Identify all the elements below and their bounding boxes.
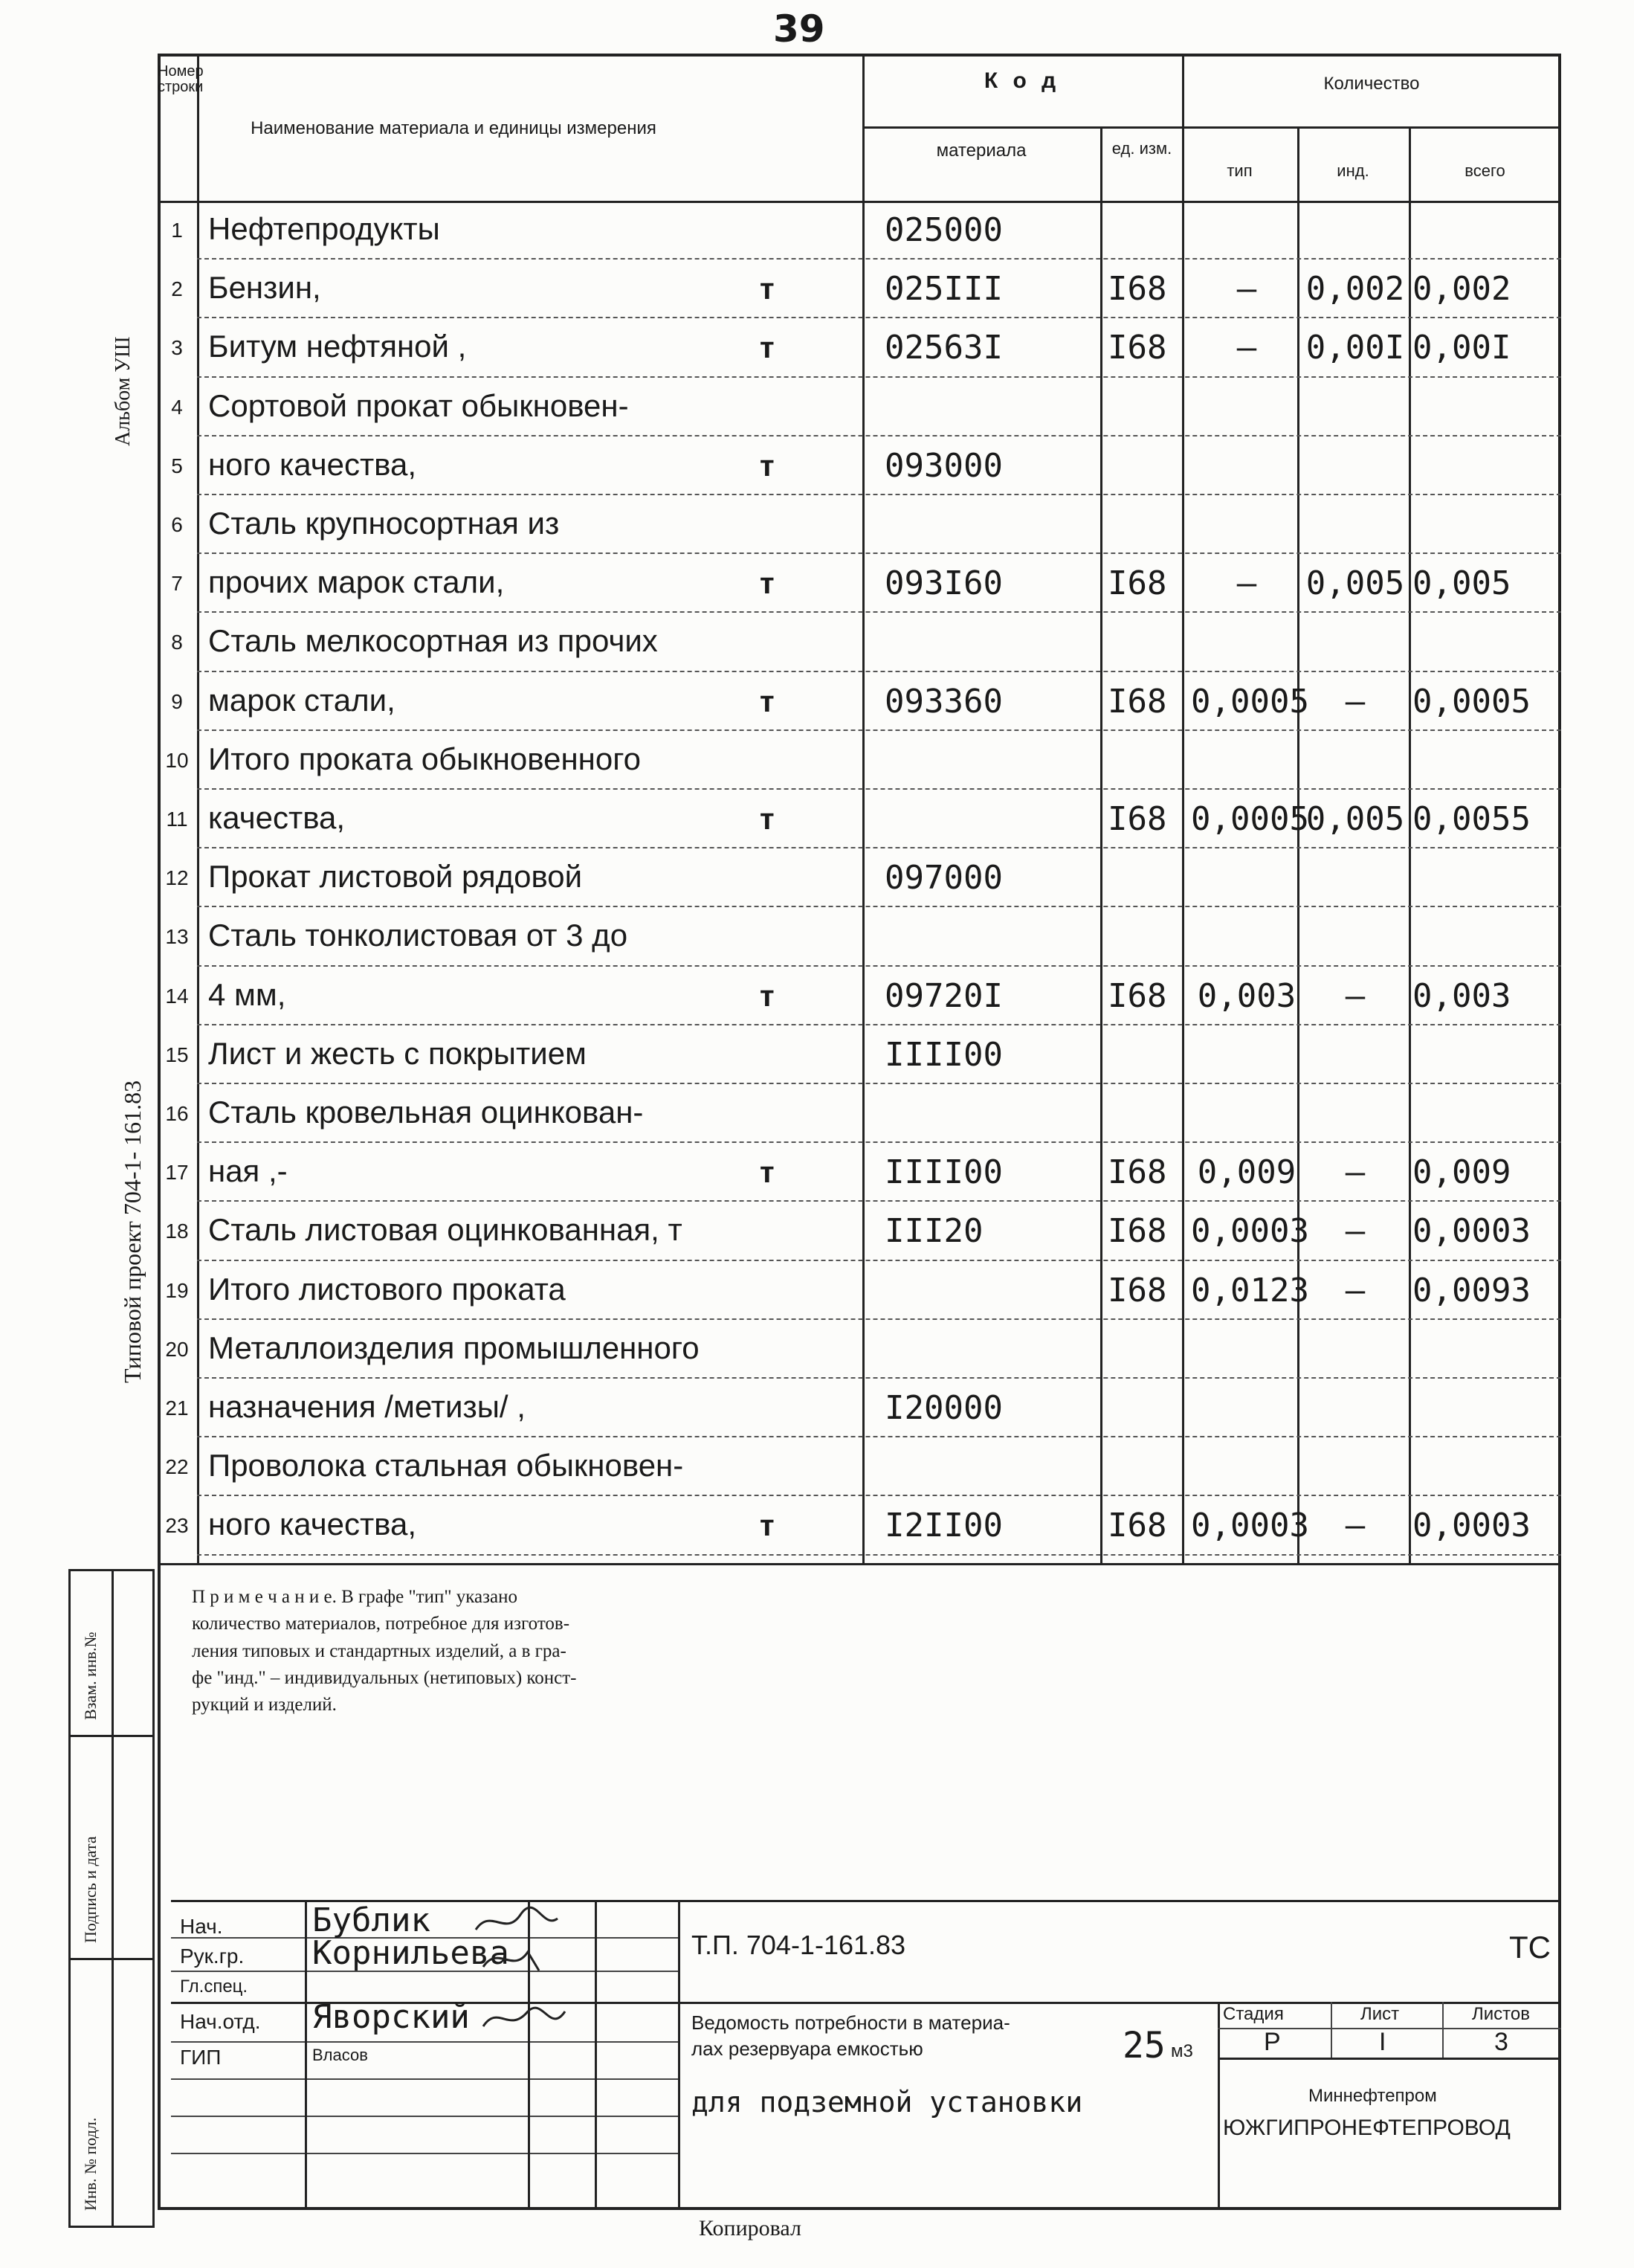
row-number: 14 bbox=[165, 984, 189, 1008]
table-row bbox=[158, 260, 1561, 318]
unit-code: I68 bbox=[1108, 270, 1167, 309]
row-number: 9 bbox=[171, 689, 183, 713]
title-block bbox=[171, 1900, 1561, 2210]
header-code: К о д bbox=[984, 68, 1061, 93]
qty-ind: 0,002 bbox=[1305, 270, 1405, 309]
material-name: Битум нефтяной , bbox=[208, 329, 467, 364]
unit-code: I68 bbox=[1108, 1153, 1167, 1192]
table-row bbox=[158, 318, 1561, 377]
material-code: 09720I bbox=[885, 976, 1003, 1015]
project-vertical-label: Типовой проект 704-1- 161.83 bbox=[119, 1080, 146, 1383]
doc-title-line: для подземной установки bbox=[691, 2086, 1083, 2119]
unit-code: I68 bbox=[1108, 800, 1167, 838]
qty-total: 0,003 bbox=[1412, 976, 1511, 1015]
material-code: 093I60 bbox=[885, 564, 1003, 603]
signer-name: Яворский bbox=[312, 1998, 470, 2036]
table-row bbox=[158, 495, 1561, 554]
qty-type: – bbox=[1236, 329, 1257, 367]
table-row bbox=[158, 1320, 1561, 1379]
row-number: 7 bbox=[171, 572, 183, 596]
unit-code: I68 bbox=[1108, 329, 1167, 367]
table-row bbox=[158, 201, 1561, 260]
note-line: П р и м е ч а н и е. В графе "тип" указано bbox=[192, 1587, 518, 1607]
table-row bbox=[158, 790, 1561, 848]
qty-type: – bbox=[1236, 564, 1257, 603]
qty-type: 0,0003 bbox=[1191, 1507, 1309, 1545]
capacity-unit: м3 bbox=[1171, 2041, 1193, 2061]
material-name: ная ,- bbox=[208, 1153, 288, 1189]
qty-ind: – bbox=[1345, 682, 1366, 721]
qty-type: 0,0003 bbox=[1191, 1212, 1309, 1251]
footer-copied: Копировал bbox=[699, 2216, 801, 2240]
material-name: Лист и жесть с покрытием bbox=[208, 1035, 587, 1071]
unit-code: I68 bbox=[1108, 564, 1167, 603]
capacity-value: 25 bbox=[1123, 2025, 1166, 2066]
table-row bbox=[158, 907, 1561, 966]
qty-ind: 0,00I bbox=[1305, 329, 1405, 367]
sign-date-label: Подпись и дата bbox=[81, 1836, 100, 1943]
qty-ind: 0,005 bbox=[1305, 800, 1405, 838]
qty-total: 0,00I bbox=[1412, 329, 1511, 367]
table-row bbox=[158, 378, 1561, 436]
row-number: 11 bbox=[166, 808, 188, 831]
role-label: Нач. bbox=[180, 1915, 223, 1938]
material-name: назначения /метизы/ , bbox=[208, 1389, 526, 1424]
row-number: 2 bbox=[171, 277, 183, 301]
material-code: 097000 bbox=[885, 859, 1003, 898]
material-name: марок стали, bbox=[208, 682, 395, 718]
sheets-label: Листов bbox=[1472, 2004, 1530, 2024]
doc-title-line: Ведомость потребности в материа- bbox=[691, 2011, 1010, 2034]
ministry-name: Миннефтепром bbox=[1308, 2086, 1437, 2106]
material-name: качества, bbox=[208, 800, 346, 835]
material-code: I20000 bbox=[885, 1389, 1003, 1427]
qty-type: 0,0005 bbox=[1191, 800, 1309, 838]
header-quantity: Количество bbox=[1323, 74, 1420, 94]
sheet-label: Лист bbox=[1360, 2004, 1400, 2024]
qty-total: 0,0093 bbox=[1412, 1271, 1531, 1309]
table-row bbox=[158, 554, 1561, 613]
material-name: Итого листового проката bbox=[208, 1271, 566, 1307]
margin-stamp-box bbox=[68, 1569, 155, 2228]
unit-code: I68 bbox=[1108, 976, 1167, 1015]
unit-label: т bbox=[760, 979, 775, 1013]
note-line: ления типовых и стандартных изделий, а в гра- bbox=[192, 1640, 566, 1661]
material-name: 4 мм, bbox=[208, 976, 286, 1012]
album-vertical-label: Альбом УШ bbox=[112, 336, 135, 446]
qty-ind: – bbox=[1345, 976, 1366, 1015]
row-number: 23 bbox=[165, 1514, 189, 1538]
inv-no-label: Инв. № подл. bbox=[81, 2117, 100, 2211]
material-name: Прокат листовой рядовой bbox=[208, 859, 583, 895]
row-number: 6 bbox=[171, 513, 183, 536]
unit-label: т bbox=[760, 1156, 775, 1190]
page-number: 39 bbox=[773, 7, 825, 51]
unit-label: т bbox=[760, 332, 775, 365]
row-number: 19 bbox=[165, 1278, 189, 1302]
table-row bbox=[158, 1202, 1561, 1260]
row-number: 21 bbox=[165, 1396, 189, 1420]
row-divider bbox=[197, 1554, 1561, 1556]
table-row bbox=[158, 1143, 1561, 1202]
material-name: Проволока стальная обыкновен- bbox=[208, 1448, 684, 1483]
qty-ind: – bbox=[1345, 1153, 1366, 1192]
unit-label: т bbox=[760, 1510, 775, 1543]
qty-total: 0,009 bbox=[1412, 1153, 1511, 1192]
project-code: Т.П. 704-1-161.83 bbox=[691, 1930, 906, 1960]
material-code: III20 bbox=[885, 1212, 984, 1251]
replace-inv-label: Взам. инв.№ bbox=[81, 1631, 100, 1720]
note-line: фе "инд." – индивидуальных (нетиповых) конст- bbox=[192, 1667, 577, 1688]
note bbox=[192, 1584, 935, 1718]
role-label: Гл.спец. bbox=[180, 1977, 248, 1997]
qty-total: 0,0003 bbox=[1412, 1507, 1531, 1545]
qty-type: 0,009 bbox=[1197, 1153, 1296, 1192]
unit-label: т bbox=[760, 449, 775, 483]
qty-type: 0,0123 bbox=[1191, 1271, 1309, 1309]
header-row-no: Номер строки bbox=[158, 63, 204, 95]
qty-total: 0,0003 bbox=[1412, 1212, 1531, 1251]
unit-code: I68 bbox=[1108, 682, 1167, 721]
role-label: ГИП bbox=[180, 2046, 222, 2069]
qty-total: 0,0055 bbox=[1412, 800, 1531, 838]
table-row bbox=[158, 1084, 1561, 1143]
row-number: 10 bbox=[165, 748, 189, 772]
table-row bbox=[158, 1379, 1561, 1437]
material-code: 025000 bbox=[885, 211, 1003, 249]
material-code: IIII00 bbox=[885, 1035, 1003, 1074]
qty-total: 0,002 bbox=[1412, 270, 1511, 309]
material-name: Сталь листовая оцинкованная, т bbox=[208, 1212, 682, 1248]
table-row bbox=[158, 1261, 1561, 1320]
unit-code: I68 bbox=[1108, 1271, 1167, 1309]
table-row bbox=[158, 1025, 1561, 1084]
signer-name: Власов bbox=[312, 2046, 368, 2064]
role-label: Рук.гр. bbox=[180, 1945, 245, 1968]
note-line: количество материалов, потребное для изготов- bbox=[192, 1614, 570, 1634]
unit-label: т bbox=[760, 685, 775, 718]
row-number: 3 bbox=[171, 336, 183, 360]
material-code: 093000 bbox=[885, 446, 1003, 485]
row-number: 20 bbox=[165, 1337, 189, 1361]
material-code: 02563I bbox=[885, 329, 1003, 367]
table-row bbox=[158, 731, 1561, 790]
header-qty-ind: инд. bbox=[1337, 161, 1369, 180]
unit-label: т bbox=[760, 567, 775, 601]
material-name: Итого проката обыкновенного bbox=[208, 741, 641, 776]
qty-total: 0,005 bbox=[1412, 564, 1511, 603]
material-name: Сталь мелкосортная из прочих bbox=[208, 623, 658, 659]
row-number: 18 bbox=[165, 1220, 189, 1243]
stage-value: Р bbox=[1264, 2028, 1281, 2056]
header-code-material: материала bbox=[936, 141, 1027, 161]
row-number: 4 bbox=[171, 395, 183, 419]
row-number: 13 bbox=[165, 925, 189, 949]
material-code: 025III bbox=[885, 270, 1003, 309]
material-code: IIII00 bbox=[885, 1153, 1003, 1192]
qty-type: 0,003 bbox=[1197, 976, 1296, 1015]
table-row bbox=[158, 672, 1561, 731]
row-number: 5 bbox=[171, 454, 183, 477]
signer-name: Бублик bbox=[312, 1901, 430, 1939]
material-name: Сталь кровельная оцинкован- bbox=[208, 1095, 644, 1130]
header-name: Наименование материала и единицы измерения bbox=[251, 118, 656, 138]
table-row bbox=[158, 848, 1561, 907]
role-label: Нач.отд. bbox=[180, 2010, 261, 2033]
row-number: 22 bbox=[165, 1455, 189, 1479]
header-code-unit: ед. изм. bbox=[1111, 139, 1172, 158]
table-row bbox=[158, 613, 1561, 671]
row-number: 1 bbox=[171, 219, 183, 242]
qty-ind: – bbox=[1345, 1271, 1366, 1309]
note-line: рукций и изделий. bbox=[192, 1695, 337, 1715]
material-name: Сталь тонколистовая от 3 до bbox=[208, 918, 628, 953]
header-qty-total: всего bbox=[1465, 161, 1505, 180]
sheet-value: I bbox=[1379, 2028, 1386, 2056]
material-name: ного качества, bbox=[208, 1507, 417, 1542]
row-number: 17 bbox=[165, 1161, 189, 1185]
sheet-code: ТС bbox=[1509, 1930, 1551, 1965]
header-qty-type: тип bbox=[1227, 161, 1253, 180]
unit-label: т bbox=[760, 273, 775, 306]
unit-code: I68 bbox=[1108, 1212, 1167, 1251]
table-row bbox=[158, 1496, 1561, 1555]
sheets-value: 3 bbox=[1494, 2028, 1508, 2056]
material-name: Сталь крупносортная из bbox=[208, 506, 560, 541]
material-name: Металлоизделия промышленного bbox=[208, 1330, 700, 1365]
organization-name: ЮЖГИПРОНЕФТЕПРОВОД bbox=[1223, 2116, 1511, 2140]
table-row bbox=[158, 967, 1561, 1025]
qty-total: 0,0005 bbox=[1412, 682, 1531, 721]
material-code: I2II00 bbox=[885, 1507, 1003, 1545]
material-name: прочих марок стали, bbox=[208, 564, 505, 600]
unit-code: I68 bbox=[1108, 1507, 1167, 1545]
material-name: Бензин, bbox=[208, 270, 321, 306]
row-number: 8 bbox=[171, 631, 183, 654]
material-code: 093360 bbox=[885, 682, 1003, 721]
signatures bbox=[468, 1900, 602, 2049]
table-row bbox=[158, 1437, 1561, 1496]
signer-name: Корнильева bbox=[312, 1934, 509, 1972]
material-name: Сортовой прокат обыкновен- bbox=[208, 387, 629, 423]
row-number: 12 bbox=[165, 866, 189, 890]
qty-ind: 0,005 bbox=[1305, 564, 1405, 603]
doc-title-line: лах резервуара емкостью bbox=[691, 2037, 923, 2060]
qty-ind: – bbox=[1345, 1507, 1366, 1545]
stage-label: Стадия bbox=[1223, 2004, 1284, 2024]
material-name: Нефтепродукты bbox=[208, 211, 440, 246]
qty-ind: – bbox=[1345, 1212, 1366, 1251]
unit-label: т bbox=[760, 803, 775, 836]
qty-type: – bbox=[1236, 270, 1257, 309]
row-number: 16 bbox=[165, 1102, 189, 1125]
qty-type: 0,0005 bbox=[1191, 682, 1309, 721]
table-row bbox=[158, 436, 1561, 495]
material-name: ного качества, bbox=[208, 446, 417, 482]
row-number: 15 bbox=[165, 1043, 189, 1066]
